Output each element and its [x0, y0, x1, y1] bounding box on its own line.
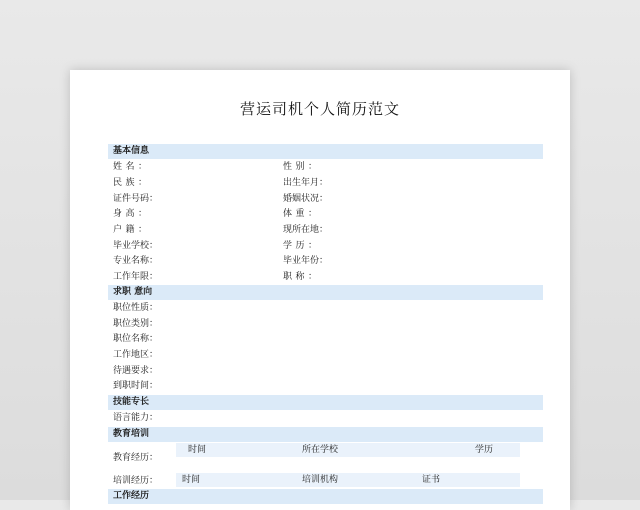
field-job-category-label: 职位类别：	[113, 319, 159, 329]
field-weight-label: 体重：	[283, 209, 317, 219]
field-major-label: 专业名称：	[113, 256, 159, 266]
train-col-certificate: 证书	[422, 475, 441, 485]
field-marital-label: 婚姻状况：	[283, 194, 329, 204]
field-job-nature-label: 职位性质：	[113, 303, 159, 313]
field-work-years-label: 工作年限：	[113, 272, 159, 282]
edu-col-time: 时间	[188, 445, 207, 455]
field-school-label: 毕业学校：	[113, 241, 159, 251]
field-education-label: 学历：	[283, 241, 317, 251]
field-location-label: 现所在地：	[283, 225, 329, 235]
section-education: 教育培训	[108, 427, 543, 442]
page-title: 营运司机个人简历范文	[239, 100, 400, 118]
section-basic-info: 基本信息	[108, 144, 543, 159]
edu-col-degree: 学历	[475, 445, 494, 455]
field-gender-label: 性别：	[283, 162, 317, 172]
field-training-label: 培训经历：	[113, 476, 159, 486]
field-start-date-label: 到职时间：	[113, 381, 159, 391]
section-work-history: 工作经历	[108, 489, 543, 504]
field-language-label: 语言能力：	[113, 413, 159, 423]
field-birth-label: 出生年月：	[283, 178, 329, 188]
field-ethnicity-label: 民族：	[113, 178, 147, 188]
field-id-number-label: 证件号码：	[113, 194, 159, 204]
train-col-institution: 培训机构	[302, 475, 339, 485]
field-edu-history-label: 教育经历：	[113, 453, 159, 463]
edu-header-row	[176, 443, 520, 457]
field-grad-year-label: 毕业年份：	[283, 256, 329, 266]
resume-page	[70, 70, 570, 510]
field-height-label: 身高：	[113, 209, 147, 219]
field-name-label: 姓名：	[113, 162, 147, 172]
section-skills: 技能专长	[108, 395, 543, 410]
field-work-area-label: 工作地区：	[113, 350, 159, 360]
field-salary-label: 待遇要求：	[113, 366, 159, 376]
train-header-row	[176, 473, 520, 487]
field-job-name-label: 职位名称：	[113, 334, 159, 344]
section-job-intent: 求职 意向	[108, 285, 543, 300]
edu-col-school: 所在学校	[302, 445, 339, 455]
train-col-time: 时间	[182, 475, 201, 485]
field-household-label: 户籍：	[113, 225, 147, 235]
field-title-label: 职称：	[283, 272, 317, 282]
